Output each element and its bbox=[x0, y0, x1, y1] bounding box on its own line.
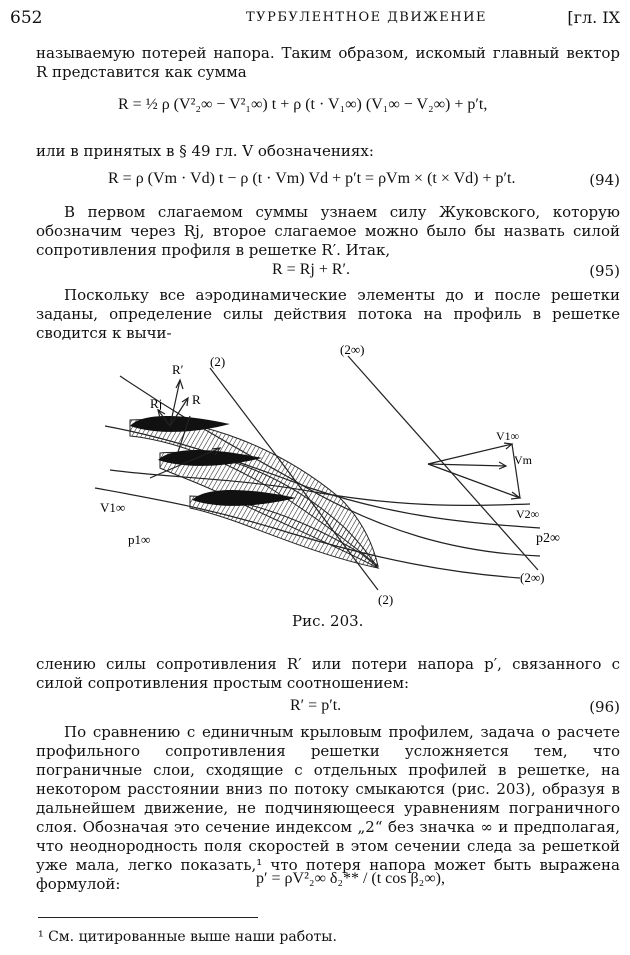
page-number: 652 bbox=[10, 8, 43, 28]
label-V1inf-left: V1∞ bbox=[100, 500, 126, 515]
footnote-rule bbox=[38, 917, 258, 918]
equation-number-95: (95) bbox=[589, 262, 620, 280]
blade-profile-1 bbox=[130, 416, 230, 432]
paragraph-4: Поскольку все аэродинамические элементы до и после решетки заданы, определение силы действия потока на профиль в решетке сводится к вычи- bbox=[36, 286, 620, 342]
label-Rprime: R′ bbox=[172, 362, 184, 377]
chapter-label: [гл. IX bbox=[567, 8, 620, 27]
paragraph-6: По сравнению с единичным крыловым профилем, задача о расчете профильного сопротивления решетки усложняется тем, что пограничные слои, сходящие с отдельных профилей в решетке, на некотором расстоянии вниз по потоку смыкаются (рис. 203), образуя в дальнейшем движение, не подчиняющееся уравнениям пограничного слоя. Обозначая это сечение индексом „2“ без значка ∞ и предполагая, что неоднородность поля скоростей в этом сечении следа за решеткой уже мала, легко показать,¹ что потеря напора может быть выражена формулой: bbox=[36, 723, 620, 893]
page-header bbox=[10, 8, 622, 28]
equation-96-row bbox=[0, 697, 630, 719]
equation-94: R = ρ (Vm · Vd) t − ρ (t · Vm) Vd + p′t = ρVm × (t × Vd) + p′t. bbox=[108, 170, 516, 187]
paragraph-2: или в принятых в § 49 гл. V обозначениях: bbox=[36, 142, 374, 160]
label-p2inf: p2∞ bbox=[536, 531, 560, 546]
label-section-2inf-bottom: (2∞) bbox=[520, 570, 545, 585]
paragraph-3: В первом слагаемом суммы узнаем силу Жуковского, которую обозначим через Rj, второе слагаемое можно было бы назвать силой сопротивления профиля в решетке R′. Итак, bbox=[36, 203, 620, 259]
equation-1: R = ½ ρ (V²₂∞ − V²₁∞) t + ρ (t · V₁∞) (V₁∞ − V₂∞) + p′t, bbox=[118, 96, 488, 113]
label-V1inf-right: V1∞ bbox=[496, 429, 520, 443]
footnote: ¹ См. цитированные выше наши работы. bbox=[38, 929, 337, 945]
paragraph-1: называемую потерей напора. Таким образом, искомый главный вектор R представится как сумма bbox=[36, 44, 620, 81]
equation-95-row bbox=[0, 261, 630, 283]
equation-number-96: (96) bbox=[589, 698, 620, 716]
velocity-triangle bbox=[428, 443, 520, 499]
label-R: R bbox=[192, 392, 201, 407]
paragraph-5: слению силы сопротивления R′ или потери напора p′, связанного с силой сопротивления простым соотношением: bbox=[36, 655, 620, 692]
label-Vm: Vm bbox=[514, 453, 532, 467]
figure-caption: Рис. 203. bbox=[292, 612, 364, 630]
equation-94-row bbox=[0, 170, 630, 192]
equation-number-94: (94) bbox=[589, 171, 620, 189]
label-section-2-top: (2) bbox=[210, 354, 226, 369]
label-p1inf: p1∞ bbox=[128, 532, 151, 547]
label-section-2inf-top: (2∞) bbox=[340, 342, 365, 357]
label-V2inf: V2∞ bbox=[516, 507, 540, 521]
label-Rj: Rj bbox=[150, 396, 163, 411]
equation-95: R = Rj + R′. bbox=[272, 261, 351, 278]
equation-last: p′ = ρV²₂∞ δ₂** / (t cos β₂∞), bbox=[256, 870, 445, 887]
equation-96: R′ = p′t. bbox=[290, 697, 342, 714]
label-section-2-bottom: (2) bbox=[378, 592, 394, 607]
running-title: ТУРБУЛЕНТНОЕ ДВИЖЕНИЕ bbox=[246, 10, 487, 25]
figure-203 bbox=[0, 328, 630, 618]
section-line-2inf bbox=[348, 356, 538, 570]
